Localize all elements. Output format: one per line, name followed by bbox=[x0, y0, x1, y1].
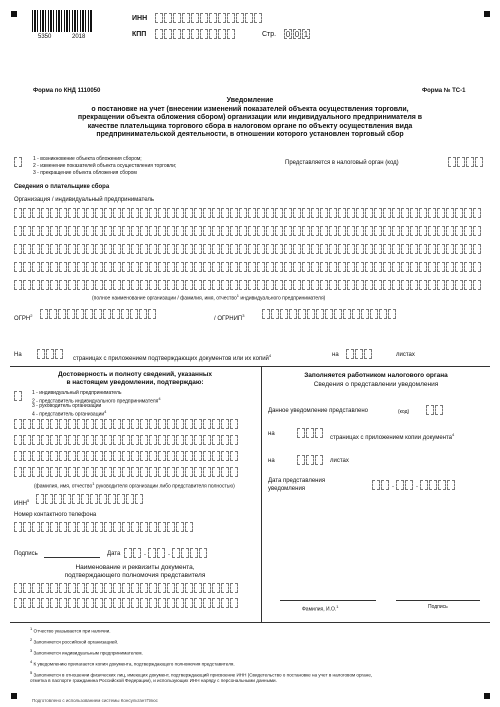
ogrnip-cells[interactable] bbox=[262, 309, 397, 319]
staff-pages-label: страницах с приложением копии документа$^4$ bbox=[330, 432, 455, 441]
role-2: 2 - представитель индивидуального предпринимателя$^4$ bbox=[32, 396, 161, 405]
phone-label: Номер контактного телефона bbox=[14, 512, 97, 518]
tax-organ-cells[interactable] bbox=[448, 157, 484, 167]
org-label: Организация / индивидуальный предприниматель bbox=[14, 197, 154, 203]
staff-na: на bbox=[268, 431, 275, 437]
reason-code-cell[interactable] bbox=[14, 157, 23, 167]
corner-mark-tl bbox=[11, 11, 17, 17]
footnotes bbox=[30, 626, 482, 684]
signature-label: Подпись bbox=[14, 551, 38, 557]
submitted-code-hint: (код) bbox=[398, 409, 410, 415]
signer-inn-cells[interactable] bbox=[36, 494, 144, 504]
ogrn-cells[interactable] bbox=[40, 309, 157, 319]
staff-subheading: Сведения о представлении уведомления bbox=[313, 381, 439, 388]
section-top-line bbox=[10, 366, 490, 367]
authority-doc-label bbox=[20, 564, 250, 580]
title-line: о постановке на учет (внесении изменений показателей объекта осуществления торговли, bbox=[91, 105, 409, 113]
title-line: Уведомление bbox=[226, 97, 274, 104]
submission-date-cells[interactable]: . . bbox=[372, 480, 456, 490]
pages-end: листах bbox=[396, 352, 415, 358]
footnote: $^2$ Заполняется российской организацией. bbox=[30, 637, 119, 645]
inn-label: ИНН bbox=[132, 15, 148, 22]
ogrn-label: ОГРН$^2$ bbox=[14, 313, 33, 322]
pages-na2: на bbox=[332, 352, 339, 358]
submission-date-label-2: уведомления bbox=[268, 486, 306, 492]
form-title bbox=[20, 97, 480, 140]
role-1: 1 - индивидуальный предприниматель bbox=[32, 390, 122, 396]
confirm-heading bbox=[20, 371, 250, 387]
kpp-label: КПП bbox=[132, 31, 147, 38]
submitted-code-cells[interactable] bbox=[426, 405, 444, 415]
ogrnip-label: / ОГРНИП$^3$ bbox=[214, 313, 245, 322]
tax-organ-label: Представляется в налоговый орган (код) bbox=[285, 160, 399, 166]
confirm-heading-line: Достоверность и полноту сведений, указанных bbox=[57, 371, 213, 378]
staff-sheets-cells[interactable] bbox=[297, 455, 324, 465]
phone-cells[interactable] bbox=[14, 522, 194, 532]
corner-mark-bl bbox=[11, 693, 17, 699]
authority-doc-line: подтверждающего полномочия представителя bbox=[64, 572, 206, 579]
staff-na2: на bbox=[268, 458, 275, 464]
sheets-count-cells[interactable] bbox=[346, 349, 373, 359]
corner-mark-tr bbox=[484, 11, 490, 17]
kpp-header-cells[interactable] bbox=[155, 29, 236, 39]
page-number-cells[interactable] bbox=[284, 29, 311, 39]
footnote: $^5$ Заполняется в отношении физических лиц, имеющих документ, подтверждающий присвоение ИНН (Свидетельство о постановке на учет в налоговом органе, bbox=[30, 670, 373, 678]
form-number: Форма № ТС-1 bbox=[422, 88, 466, 94]
pages-count-cells[interactable] bbox=[37, 349, 64, 359]
role-4: 4 - представитель организации$^4$ bbox=[32, 409, 107, 418]
form-code: Форма по КНД 1110050 bbox=[33, 88, 101, 94]
footnote: $^3$ Заполняется индивидуальным предпринимателем. bbox=[30, 648, 143, 656]
title-line: предпринимательской деятельности, в отношении которого установлен торговый сбор bbox=[96, 131, 404, 138]
pages-na: На bbox=[14, 352, 22, 358]
footnote: $^4$ К уведомлению прилагается копия документа, подтверждающего полномочия представителя. bbox=[30, 659, 235, 667]
confirm-heading-line: в настоящем уведомлении, подтверждаю: bbox=[66, 379, 204, 386]
option-3: 3 - прекращение объекта обложения сбором bbox=[33, 170, 137, 176]
title-line: качестве плательщика торгового сбора в налоговом органе по объекту осуществления вида bbox=[87, 122, 413, 130]
staff-sign-line[interactable] bbox=[396, 600, 480, 601]
corner-mark-br bbox=[484, 693, 490, 699]
staff-sheets-label: листах bbox=[330, 458, 349, 464]
barcode-left: 5350 bbox=[38, 34, 52, 40]
section-divider bbox=[261, 366, 262, 622]
pages-mid: страницах с приложением подтверждающих документов или их копий$^4$ bbox=[73, 353, 272, 362]
date-cells[interactable]: . . bbox=[124, 548, 208, 558]
submission-date-label-1: Дата представления bbox=[268, 478, 326, 484]
payer-heading: Сведения о плательщике сбора bbox=[14, 184, 110, 190]
signature-line[interactable] bbox=[44, 557, 100, 558]
role-3: 3 - руководитель организации bbox=[32, 403, 102, 409]
barcode-right: 2018 bbox=[72, 34, 86, 40]
footnote: $^1$ Отчество указывается при наличии. bbox=[30, 626, 111, 634]
page-digit: 0 bbox=[285, 30, 291, 39]
staff-sign-caption: Подпись bbox=[428, 604, 448, 610]
signer-role-cell[interactable] bbox=[14, 391, 23, 401]
staff-heading: Заполняется работником налогового органа bbox=[304, 372, 448, 379]
fullname-caption: (полное наименование организации / фамилия, имя, отчество$^1$ индивидуального предпринимателя) bbox=[92, 293, 326, 302]
barcode bbox=[32, 10, 92, 32]
page-digit: 0 bbox=[294, 30, 300, 39]
submitted-label: Данное уведомление представлено bbox=[268, 408, 369, 414]
title-line: прекращении объекта обложения сбором) организации или индивидуального предпринимателя в bbox=[77, 114, 423, 121]
date-label: Дата bbox=[107, 551, 121, 557]
consultant-note: Подготовлено с использованием системы КонсультантПлюс bbox=[32, 698, 158, 703]
section-bottom-line bbox=[10, 622, 490, 623]
staff-pages-cells[interactable] bbox=[297, 428, 324, 438]
signer-inn-label: ИНН$^5$ bbox=[14, 498, 30, 507]
signer-caption: (фамилия, имя, отчество$^1$ руководителя организации либо представителя полностью) bbox=[34, 481, 235, 490]
option-1: 1 - возникновение объекта обложения сбором; bbox=[33, 156, 142, 162]
authority-doc-line: Наименование и реквизиты документа, bbox=[75, 564, 195, 571]
page-digit: 1 bbox=[303, 30, 309, 39]
staff-fio-caption: Фамилия, И.О.$^1$ bbox=[302, 604, 339, 613]
option-2: 2 - изменение показателей объекта осуществления торговли; bbox=[33, 163, 177, 169]
page-label: Стр. bbox=[262, 31, 277, 38]
inn-header-cells[interactable] bbox=[155, 13, 263, 23]
staff-fio-line[interactable] bbox=[280, 600, 376, 601]
footnote-continued: отметка в паспорте гражданина Российской Федерации), и использующих ИНН наряду с персональными данными. bbox=[30, 678, 277, 684]
